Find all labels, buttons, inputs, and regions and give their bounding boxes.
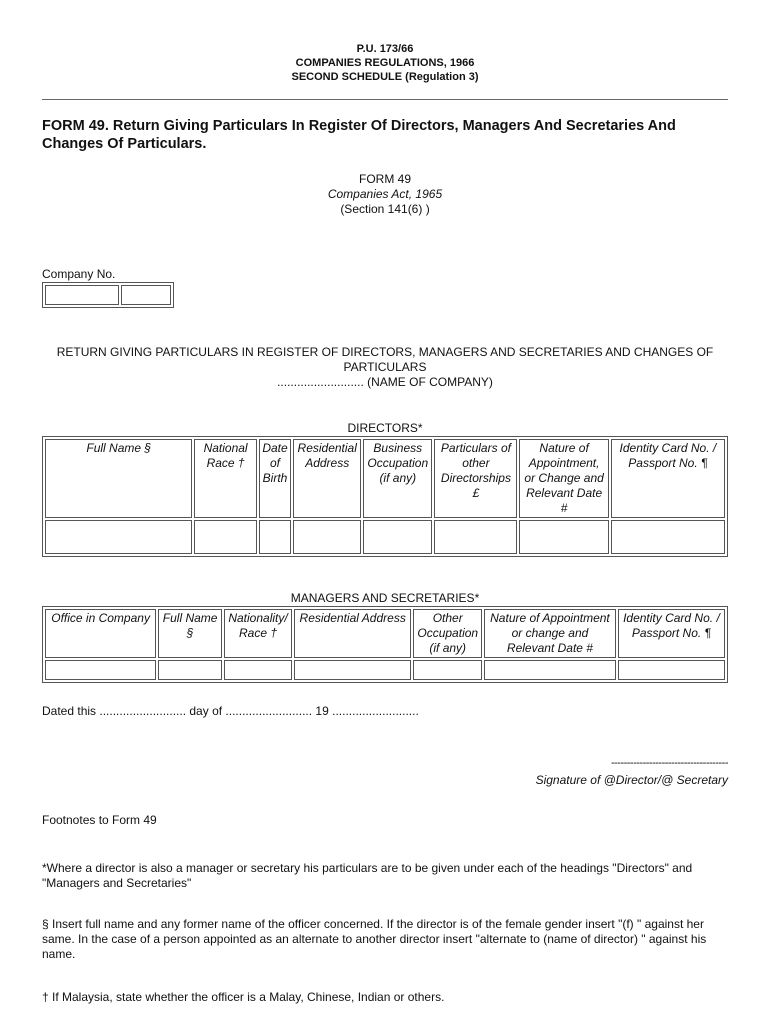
directors-entry-row bbox=[45, 520, 725, 554]
directors-col-residential-address: Residential Address bbox=[293, 439, 361, 518]
managers-caption: MANAGERS AND SECRETARIES* bbox=[290, 591, 480, 605]
regulation-header bbox=[42, 42, 728, 84]
company-no-box-1[interactable] bbox=[45, 285, 119, 305]
managers-cell-office[interactable] bbox=[45, 660, 156, 680]
managers-cell-nature-of-appointment[interactable] bbox=[484, 660, 616, 680]
managers-col-office: Office in Company bbox=[45, 609, 156, 658]
dated-line: Dated this .......................... day of .......................... 19 .......................... bbox=[42, 704, 419, 718]
directors-header-row bbox=[45, 439, 725, 518]
company-no-field bbox=[42, 282, 174, 308]
directors-col-identity-card: Identity Card No. / Passport No. ¶ bbox=[611, 439, 725, 518]
footnote-race: † If Malaysia, state whether the officer is a Malay, Chinese, Indian or others. bbox=[42, 990, 445, 1004]
managers-cell-full-name[interactable] bbox=[158, 660, 222, 680]
managers-table bbox=[42, 606, 728, 683]
directors-cell-residential-address[interactable] bbox=[293, 520, 361, 554]
form-reference bbox=[42, 172, 728, 217]
company-no-label: Company No. bbox=[42, 267, 116, 281]
company-no-box-2[interactable] bbox=[121, 285, 171, 305]
directors-table bbox=[42, 436, 728, 557]
managers-cell-residential-address[interactable] bbox=[294, 660, 411, 680]
signature-line: ------------------------------------- bbox=[610, 757, 728, 769]
directors-col-business-occupation: Business Occupation (if any) bbox=[363, 439, 432, 518]
return-title-line: RETURN GIVING PARTICULARS IN REGISTER OF DIRECTORS, MANAGERS AND SECRETARIES AND CHANGES OF PARTICULARS bbox=[56, 345, 714, 374]
return-title bbox=[42, 345, 728, 390]
directors-col-date-of-birth: Date of Birth bbox=[259, 439, 292, 518]
header-divider bbox=[42, 99, 728, 100]
managers-cell-nationality[interactable] bbox=[224, 660, 292, 680]
managers-col-nationality: Nationality/ Race † bbox=[224, 609, 292, 658]
directors-cell-full-name[interactable] bbox=[45, 520, 192, 554]
managers-header-row bbox=[45, 609, 725, 658]
footnote-full-name: § Insert full name and any former name of the officer concerned. If the director is of the female gender insert "(f) " against her same. In the case of a person appointed as an alternate to another director insert "alternate to (name of director) " against his name. bbox=[42, 917, 707, 961]
managers-cell-other-occupation[interactable] bbox=[413, 660, 482, 680]
managers-col-identity-card: Identity Card No. / Passport No. ¶ bbox=[618, 609, 725, 658]
directors-caption: DIRECTORS* bbox=[347, 421, 423, 435]
directors-col-full-name: Full Name § bbox=[45, 439, 192, 518]
form-page bbox=[42, 42, 728, 1005]
managers-col-residential-address: Residential Address bbox=[294, 609, 411, 658]
directors-col-nature-of-appointment: Nature of Appointment, or Change and Relevant Date # bbox=[519, 439, 608, 518]
managers-col-other-occupation: Other Occupation (if any) bbox=[413, 609, 482, 658]
managers-col-nature-of-appointment: Nature of Appointment or change and Relevant Date # bbox=[484, 609, 616, 658]
section-reference: (Section 141(6) ) bbox=[340, 202, 430, 216]
directors-cell-other-directorships[interactable] bbox=[434, 520, 517, 554]
header-line-3: SECOND SCHEDULE (Regulation 3) bbox=[291, 71, 479, 83]
managers-cell-identity-card[interactable] bbox=[618, 660, 725, 680]
header-line-2: COMPANIES REGULATIONS, 1966 bbox=[295, 57, 475, 69]
footnote-directors: *Where a director is also a manager or secretary his particulars are to be given under each of the headings "Directors" and "Managers and Secretaries" bbox=[42, 861, 693, 890]
managers-col-full-name: Full Name § bbox=[158, 609, 222, 658]
footnotes-title: Footnotes to Form 49 bbox=[42, 813, 157, 827]
form-title: FORM 49. Return Giving Particulars In Register Of Directors, Managers And Secretaries And Changes Of Particulars. bbox=[42, 118, 676, 152]
directors-cell-identity-card[interactable] bbox=[611, 520, 725, 554]
directors-cell-nature-of-appointment[interactable] bbox=[519, 520, 608, 554]
signature-label: Signature of @Director/@ Secretary bbox=[535, 773, 728, 787]
form-number: FORM 49 bbox=[358, 172, 411, 186]
directors-col-national-race: National Race † bbox=[194, 439, 256, 518]
directors-col-other-directorships: Particulars of other Directorships £ bbox=[434, 439, 517, 518]
header-line-1: P.U. 173/66 bbox=[356, 43, 414, 55]
directors-cell-national-race[interactable] bbox=[194, 520, 256, 554]
directors-cell-business-occupation[interactable] bbox=[363, 520, 432, 554]
directors-cell-date-of-birth[interactable] bbox=[259, 520, 292, 554]
managers-entry-row bbox=[45, 660, 725, 680]
act-name: Companies Act, 1965 bbox=[327, 187, 443, 201]
company-name-placeholder: .......................... (NAME OF COMPANY) bbox=[277, 375, 493, 389]
